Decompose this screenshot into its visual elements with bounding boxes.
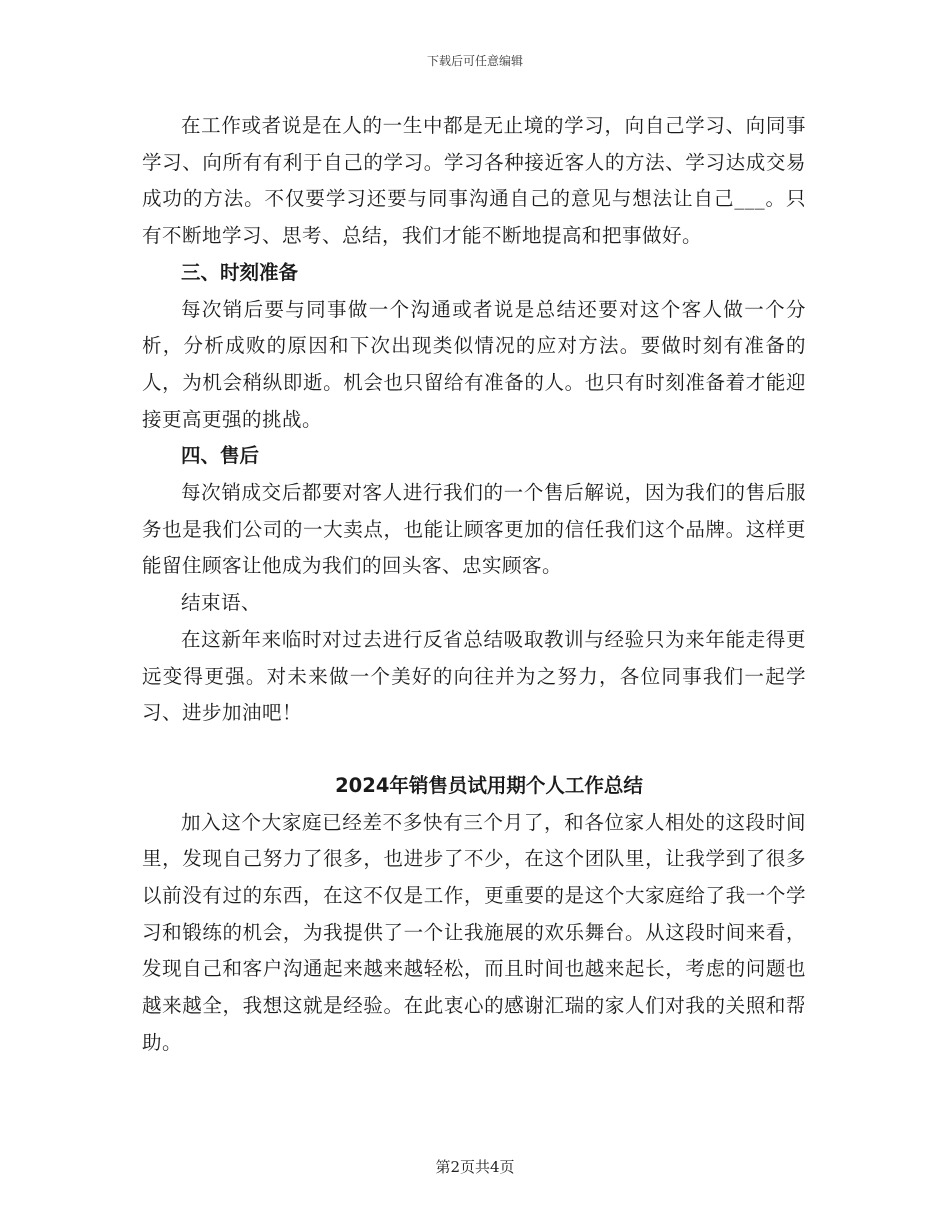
document-title: 2024年销售员试用期个人工作总结: [335, 773, 643, 797]
section-heading-after-sales: 四、售后: [181, 444, 260, 468]
paragraph-intro: 加入这个大家庭已经差不多快有三个月了，和各位家人相处的这段时间里，发现自己努力了很多，也进步了不少，在这个团队里，让我学到了很多以前没有过的东西，在这不仅是工作，更重要的是这个大家庭给了我一个学习和锻练的机会，为我提供了一个让我施展的欢乐舞台。从这段时间来看，发现自己和客户沟通起来越来越轻松，而且时间也越来起长，考虑的问题也越来越全，我想这就是经验。在此衷心的感谢汇瑞的家人们对我的关照和帮助。: [142, 810, 806, 1054]
paragraph-learning: 在工作或者说是在人的一生中都是无止境的学习，向自己学习、向同事学习、向所有有利于自己的学习。学习各种接近客人的方法、学习达成交易成功的方法。不仅要学习还要与同事沟通自己的意见与想法让自己___。只有不断地学习、思考、总结，我们才能不断地提高和把事做好。: [142, 114, 806, 248]
page-footer: 第2页共4页: [435, 1158, 515, 1176]
document-body: [142, 108, 806, 1062]
paragraph-conclusion-label: 结束语、: [181, 591, 262, 615]
paragraph-conclusion: 在这新年来临时对过去进行反省总结吸取教训与经验只为来年能走得更远变得更强。对未来做一个美好的向往并为之努力，各位同事我们一起学习、进步加油吧！: [142, 627, 806, 725]
paragraph-preparation: 每次销后要与同事做一个沟通或者说是总结还要对这个客人做一个分析，分析成败的原因和下次出现类似情况的应对方法。要做时刻有准备的人，为机会稍纵即逝。机会也只留给有准备的人。也只有时刻准备着才能迎接更高更强的挑战。: [142, 297, 806, 431]
section-spacer: [142, 732, 806, 768]
paragraph-after-sales: 每次销成交后都要对客人进行我们的一个售后解说，因为我们的售后服务也是我们公司的一大卖点，也能让顾客更加的信任我们这个品牌。这样更能留住顾客让他成为我们的回头客、忠实顾客。: [142, 481, 806, 578]
page-header: 下载后可任意编辑: [426, 54, 523, 68]
section-heading-preparation: 三、时刻准备: [181, 260, 299, 284]
